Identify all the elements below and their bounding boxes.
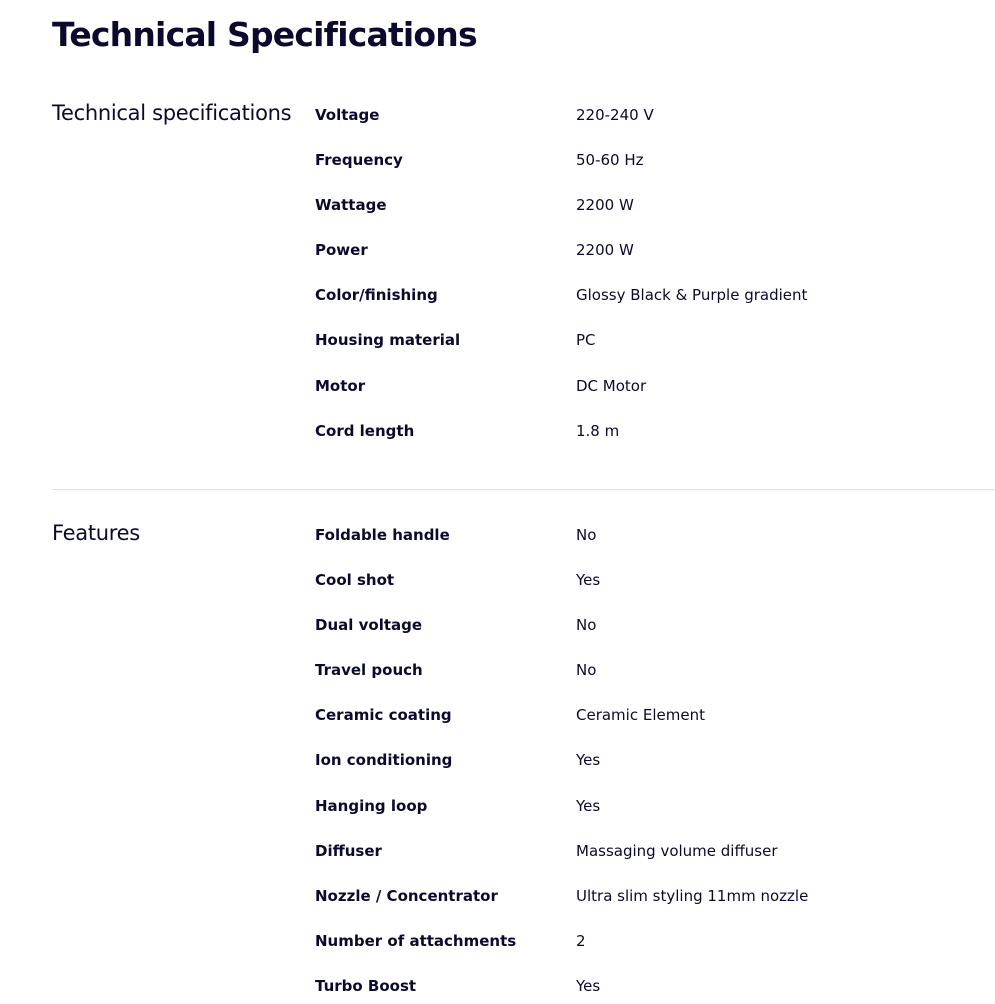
spec-row	[315, 606, 975, 651]
spec-value: 50-60 Hz	[576, 151, 644, 170]
spec-label: Nozzle / Concentrator	[315, 886, 498, 905]
spec-value: 1.8 m	[576, 421, 620, 440]
spec-label: Frequency	[315, 151, 403, 170]
spec-value: Ceramic Element	[576, 706, 705, 725]
spec-value: PC	[576, 331, 596, 350]
spec-label: Hanging loop	[315, 796, 428, 815]
spec-label: Diffuser	[315, 841, 382, 860]
spec-label: Cord length	[315, 421, 415, 440]
spec-label: Cool shot	[315, 571, 395, 590]
spec-value: 2	[576, 931, 586, 950]
spec-value: Ultra slim styling 11mm nozzle	[576, 886, 809, 905]
spec-value: 2200 W	[576, 196, 634, 215]
spec-label: Number of attachments	[315, 931, 517, 950]
spec-row	[315, 321, 975, 366]
spec-value: Yes	[576, 571, 601, 590]
spec-row	[315, 96, 975, 141]
spec-value: Glossy Black & Purple gradient	[576, 286, 808, 305]
spec-value: No	[576, 526, 597, 544]
spec-label: Housing material	[315, 331, 461, 350]
spec-value: Yes	[576, 976, 601, 995]
spec-row	[315, 561, 975, 606]
spec-row	[315, 651, 975, 696]
spec-row	[315, 967, 975, 1004]
spec-row	[315, 141, 975, 186]
feature-list	[315, 516, 975, 1004]
section-heading: Features	[52, 521, 140, 545]
section-heading: Technical specifications	[52, 101, 292, 125]
spec-label: Wattage	[315, 196, 387, 215]
spec-label: Ion conditioning	[315, 751, 453, 770]
spec-label: Travel pouch	[315, 661, 423, 680]
spec-row	[315, 231, 975, 276]
spec-label: Motor	[315, 376, 366, 395]
page-title: Technical Specifications	[52, 15, 477, 54]
spec-value: 2200 W	[576, 241, 634, 260]
spec-row	[315, 696, 975, 741]
spec-value: Massaging volume diffuser	[576, 841, 778, 860]
spec-row	[315, 877, 975, 922]
spec-row	[315, 516, 975, 561]
spec-label: Turbo Boost	[315, 976, 417, 995]
spec-value: Yes	[576, 751, 601, 770]
spec-row	[315, 787, 975, 832]
spec-row	[315, 832, 975, 877]
spec-value: No	[576, 661, 597, 680]
spec-row	[315, 276, 975, 321]
spec-label: Foldable handle	[315, 526, 450, 544]
spec-value: No	[576, 616, 597, 635]
spec-label: Power	[315, 241, 368, 260]
spec-row	[315, 922, 975, 967]
spec-row	[315, 741, 975, 786]
spec-row	[315, 186, 975, 231]
section-divider	[52, 489, 995, 490]
spec-value: Yes	[576, 796, 601, 815]
spec-label: Dual voltage	[315, 616, 423, 635]
spec-label: Color/finishing	[315, 286, 438, 305]
spec-row	[315, 412, 975, 457]
spec-label: Voltage	[315, 106, 380, 124]
spec-value: 220-240 V	[576, 106, 654, 124]
spec-label: Ceramic coating	[315, 706, 452, 725]
spec-row	[315, 367, 975, 412]
spec-list	[315, 96, 975, 457]
spec-value: DC Motor	[576, 376, 647, 395]
